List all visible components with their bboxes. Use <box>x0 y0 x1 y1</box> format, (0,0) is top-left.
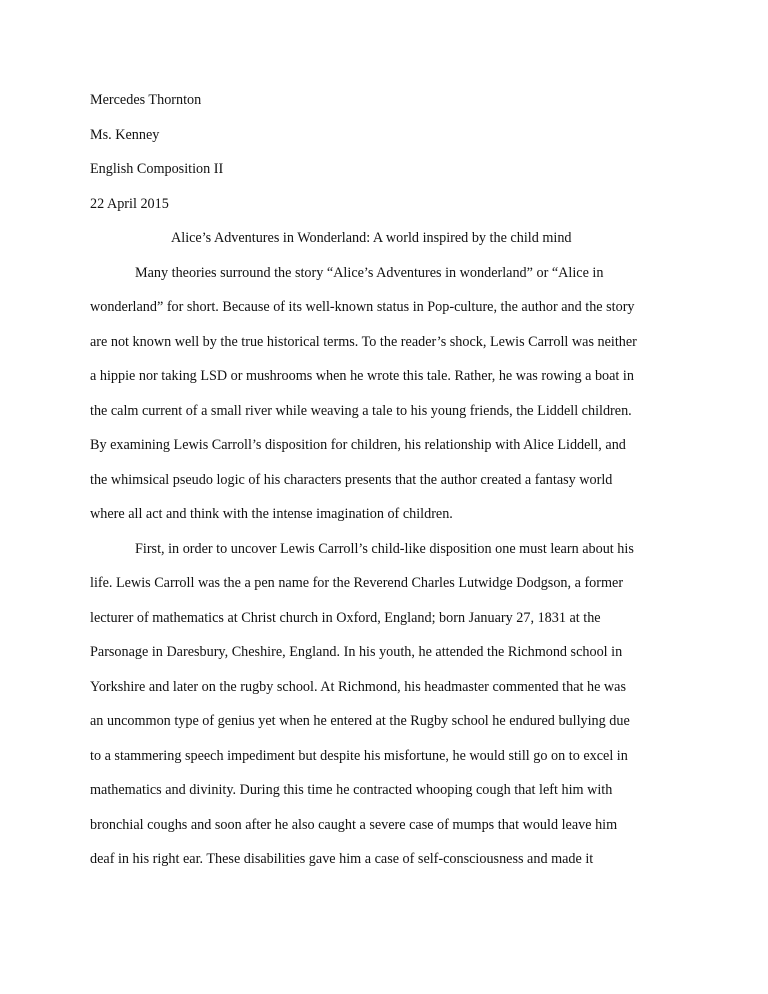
body-line: wonderland” for short. Because of its well-known status in Pop-culture, the author and the story <box>90 299 635 315</box>
body-line: Parsonage in Daresbury, Cheshire, England. In his youth, he attended the Richmond school in <box>90 644 623 660</box>
body-line: the calm current of a small river while weaving a tale to his young friends, the Liddell children. <box>90 402 632 419</box>
author-name: Mercedes Thornton <box>90 92 202 108</box>
body-line: a hippie nor taking LSD or mushrooms when he wrote this tale. Rather, he was rowing a boat in <box>90 368 634 384</box>
body-line: First, in order to uncover Lewis Carroll’s child-like disposition one must learn about his <box>135 540 634 557</box>
essay-title: Alice’s Adventures in Wonderland: A world inspired by the child mind <box>171 230 572 246</box>
essay-body <box>90 262 680 883</box>
body-line: are not known well by the true historical terms. To the reader’s shock, Lewis Carroll was neither <box>90 333 637 350</box>
body-line: where all act and think with the intense imagination of children. <box>90 506 453 522</box>
essay-date: 22 April 2015 <box>90 195 169 212</box>
body-line: life. Lewis Carroll was the a pen name for the Reverend Charles Lutwidge Dodgson, a former <box>90 575 624 591</box>
body-line: lecturer of mathematics at Christ church in Oxford, England; born January 27, 1831 at the <box>90 609 601 626</box>
body-line: the whimsical pseudo logic of his characters presents that the author created a fantasy world <box>90 471 613 488</box>
body-line: to a stammering speech impediment but despite his misfortune, he would still go on to excel in <box>90 747 628 764</box>
body-line: mathematics and divinity. During this time he contracted whooping cough that left him with <box>90 782 613 798</box>
course-name: English Composition II <box>90 161 224 177</box>
body-line: deaf in his right ear. These disabilities gave him a case of self-consciousness and made it <box>90 851 594 867</box>
body-line: bronchial coughs and soon after he also caught a severe case of mumps that would leave him <box>90 816 618 833</box>
body-line: Yorkshire and later on the rugby school. At Richmond, his headmaster commented that he was <box>90 678 626 695</box>
instructor-name: Ms. Kenney <box>90 126 160 143</box>
essay-text <box>90 89 680 883</box>
body-line: By examining Lewis Carroll’s disposition for children, his relationship with Alice Liddell, and <box>90 437 626 453</box>
body-line: Many theories surround the story “Alice’s Adventures in wonderland” or “Alice in <box>135 264 604 281</box>
body-line: an uncommon type of genius yet when he entered at the Rugby school he endured bullying due <box>90 713 630 729</box>
